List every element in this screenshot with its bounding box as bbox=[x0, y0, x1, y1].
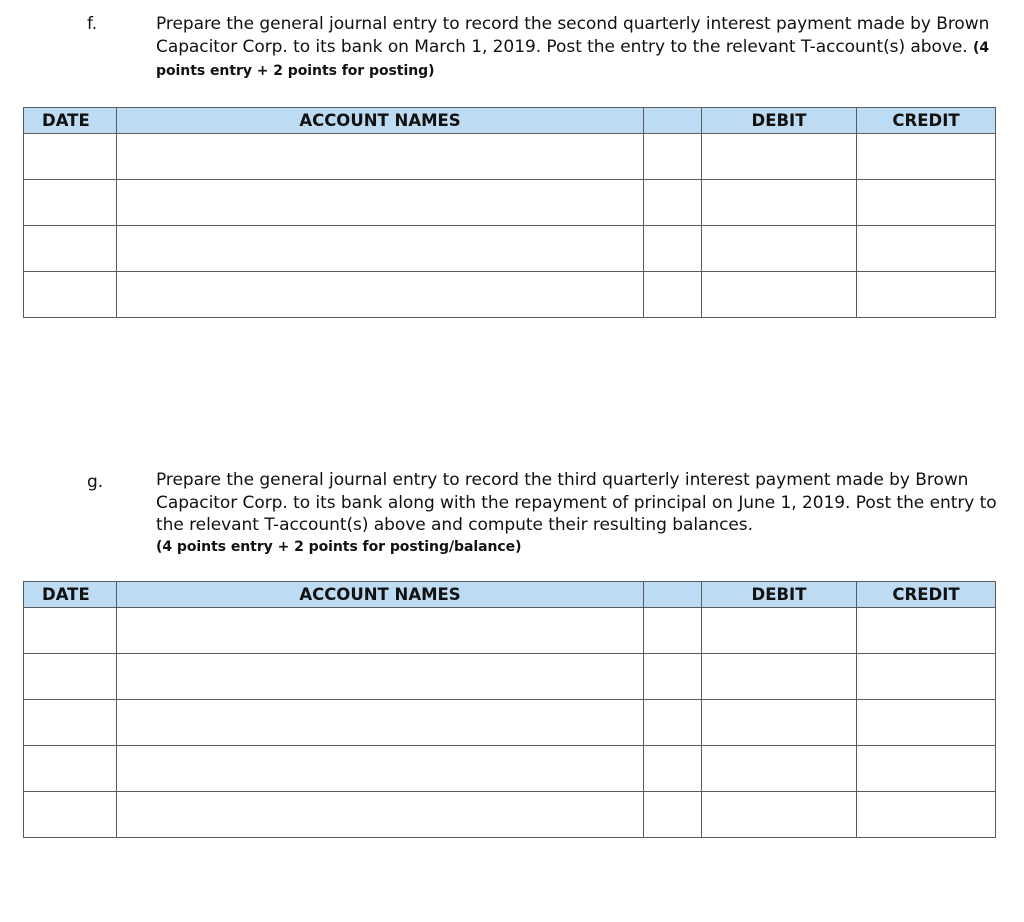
ref-cell[interactable] bbox=[644, 654, 702, 700]
journal-table-f bbox=[23, 107, 996, 318]
credit-header: CREDIT bbox=[857, 582, 996, 608]
question-text: Prepare the general journal entry to record the second quarterly interest payment made by Brown Capacitor Corp. to its bank on March 1, 2019. Post the entry to the relevant T-account(s) above. bbox=[156, 14, 990, 57]
table-row bbox=[24, 272, 996, 318]
points-note: (4 points entry + 2 points for posting) bbox=[156, 39, 990, 79]
credit-cell[interactable] bbox=[857, 654, 996, 700]
debit-cell[interactable] bbox=[702, 746, 857, 792]
question-text: Prepare the general journal entry to record the third quarterly interest payment made by Brown Capacitor Corp. to its bank along with the repayment of principal on June 1, 2019. Post the entry to the relevant T-account(s) above and compute their resulting balances. bbox=[156, 470, 997, 535]
credit-cell[interactable] bbox=[857, 180, 996, 226]
table-header-row bbox=[24, 108, 996, 134]
debit-cell[interactable] bbox=[702, 654, 857, 700]
credit-cell[interactable] bbox=[857, 746, 996, 792]
table-row bbox=[24, 608, 996, 654]
date-cell[interactable] bbox=[24, 134, 117, 180]
date-cell[interactable] bbox=[24, 654, 117, 700]
date-cell[interactable] bbox=[24, 180, 117, 226]
account-name-cell[interactable] bbox=[117, 134, 644, 180]
account-name-cell[interactable] bbox=[117, 746, 644, 792]
ref-cell[interactable] bbox=[644, 226, 702, 272]
credit-cell[interactable] bbox=[857, 272, 996, 318]
debit-cell[interactable] bbox=[702, 180, 857, 226]
debit-cell[interactable] bbox=[702, 226, 857, 272]
question-instructions bbox=[156, 469, 1001, 557]
table-row bbox=[24, 226, 996, 272]
debit-cell[interactable] bbox=[702, 134, 857, 180]
credit-cell[interactable] bbox=[857, 608, 996, 654]
ref-cell[interactable] bbox=[644, 272, 702, 318]
debit-cell[interactable] bbox=[702, 792, 857, 838]
ref-cell[interactable] bbox=[644, 608, 702, 654]
date-cell[interactable] bbox=[24, 792, 117, 838]
date-header: DATE bbox=[24, 582, 117, 608]
ref-cell[interactable] bbox=[644, 792, 702, 838]
account-name-cell[interactable] bbox=[117, 180, 644, 226]
ref-cell[interactable] bbox=[644, 180, 702, 226]
debit-header: DEBIT bbox=[702, 108, 857, 134]
date-cell[interactable] bbox=[24, 700, 117, 746]
debit-cell[interactable] bbox=[702, 608, 857, 654]
account-name-cell[interactable] bbox=[117, 654, 644, 700]
credit-cell[interactable] bbox=[857, 700, 996, 746]
debit-cell[interactable] bbox=[702, 272, 857, 318]
date-cell[interactable] bbox=[24, 226, 117, 272]
account-name-cell[interactable] bbox=[117, 226, 644, 272]
debit-header: DEBIT bbox=[702, 582, 857, 608]
date-cell[interactable] bbox=[24, 272, 117, 318]
date-header: DATE bbox=[24, 108, 117, 134]
ref-cell[interactable] bbox=[644, 746, 702, 792]
question-letter: f. bbox=[87, 14, 98, 34]
table-row bbox=[24, 654, 996, 700]
table-row bbox=[24, 700, 996, 746]
ref-cell[interactable] bbox=[644, 134, 702, 180]
account-names-header: ACCOUNT NAMES bbox=[117, 108, 644, 134]
account-name-cell[interactable] bbox=[117, 608, 644, 654]
table-row bbox=[24, 134, 996, 180]
table-row bbox=[24, 180, 996, 226]
account-names-header: ACCOUNT NAMES bbox=[117, 582, 644, 608]
account-name-cell[interactable] bbox=[117, 272, 644, 318]
question-instructions bbox=[156, 13, 1001, 83]
credit-cell[interactable] bbox=[857, 226, 996, 272]
credit-cell[interactable] bbox=[857, 134, 996, 180]
points-note: (4 points entry + 2 points for posting/balance) bbox=[156, 538, 522, 555]
table-row bbox=[24, 746, 996, 792]
credit-header: CREDIT bbox=[857, 108, 996, 134]
date-cell[interactable] bbox=[24, 608, 117, 654]
table-row bbox=[24, 792, 996, 838]
account-name-cell[interactable] bbox=[117, 700, 644, 746]
ref-header bbox=[644, 108, 702, 134]
ref-cell[interactable] bbox=[644, 700, 702, 746]
debit-cell[interactable] bbox=[702, 700, 857, 746]
account-name-cell[interactable] bbox=[117, 792, 644, 838]
date-cell[interactable] bbox=[24, 746, 117, 792]
ref-header bbox=[644, 582, 702, 608]
question-letter: g. bbox=[87, 472, 104, 492]
table-header-row bbox=[24, 582, 996, 608]
credit-cell[interactable] bbox=[857, 792, 996, 838]
journal-table-g bbox=[23, 581, 996, 838]
